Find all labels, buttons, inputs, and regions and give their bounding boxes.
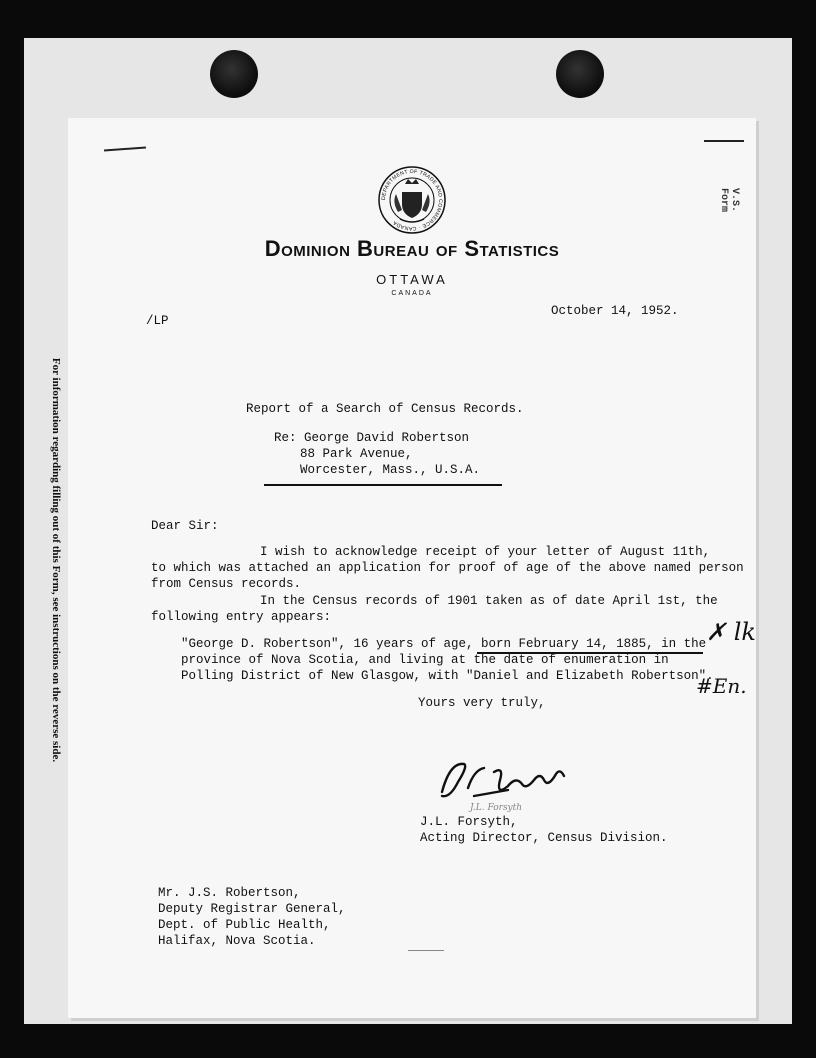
margin-mark-left: [104, 147, 146, 152]
bureau-name: Dominion Bureau of Statistics: [264, 236, 560, 261]
recipient-line-3: Dept. of Public Health,: [158, 918, 331, 932]
recipient-line-2: Deputy Registrar General,: [158, 902, 346, 916]
body-paragraph-1-line-3: from Census records.: [151, 577, 302, 591]
closing: Yours very truly,: [418, 696, 546, 710]
census-entry-line-3: Polling District of New Glasgow, with "Daniel and Elizabeth Robertson".: [181, 669, 714, 683]
margin-mark-right: [704, 140, 744, 142]
bureau-country: CANADA: [391, 290, 433, 297]
re-underline: [264, 484, 502, 486]
bottom-margin-mark: [408, 950, 444, 951]
recipient-line-1: Mr. J.S. Robertson,: [158, 886, 301, 900]
body-paragraph-1-line-1: I wish to acknowledge receipt of your letter of August 11th,: [260, 545, 711, 559]
signature-text: J.L. Forsyth: [470, 803, 523, 812]
signer-title: Acting Director, Census Division.: [420, 831, 668, 845]
signature: [434, 752, 584, 812]
handwritten-entry-number: #En.: [696, 674, 747, 698]
re-address-1: 88 Park Avenue,: [300, 447, 413, 461]
binder-hole-left: [210, 50, 258, 98]
crest-ring-text: DEPARTMENT OF TRADE AND COMMERCE · CANADA: [380, 168, 444, 232]
re-address-2: Worcester, Mass., U.S.A.: [300, 463, 481, 477]
letter-page: [68, 118, 756, 1018]
bureau-city: OTTAWA: [376, 272, 448, 287]
form-edge-label: V.S. Form: [718, 188, 740, 213]
body-paragraph-2-line-1: In the Census records of 1901 taken as of date April 1st, the: [260, 594, 718, 608]
census-entry-line-1: "George D. Robertson", 16 years of age, born February 14, 1885, in the: [181, 637, 707, 651]
handwritten-check-mark: ✗ lk: [706, 618, 756, 646]
re-name: Re: George David Robertson: [274, 431, 470, 445]
salutation: Dear Sir:: [151, 519, 219, 533]
binder-hole-right: [556, 50, 604, 98]
body-paragraph-2-line-2: following entry appears:: [151, 610, 332, 624]
letter-date: October 14, 1952.: [551, 304, 679, 318]
letter-subject: Report of a Search of Census Records.: [246, 402, 524, 416]
signer-name: J.L. Forsyth,: [420, 815, 518, 829]
recipient-line-4: Halifax, Nova Scotia.: [158, 934, 316, 948]
department-crest: [376, 164, 448, 236]
census-entry-line-2: province of Nova Scotia, and living at the date of enumeration in: [181, 653, 669, 667]
body-paragraph-1-line-2: to which was attached an application for proof of age of the above named person: [151, 561, 744, 575]
form-instructions-note: For information regarding filling out of this Form, see instructions on the reverse side.: [50, 357, 62, 763]
reference-code: /LP: [146, 314, 169, 328]
